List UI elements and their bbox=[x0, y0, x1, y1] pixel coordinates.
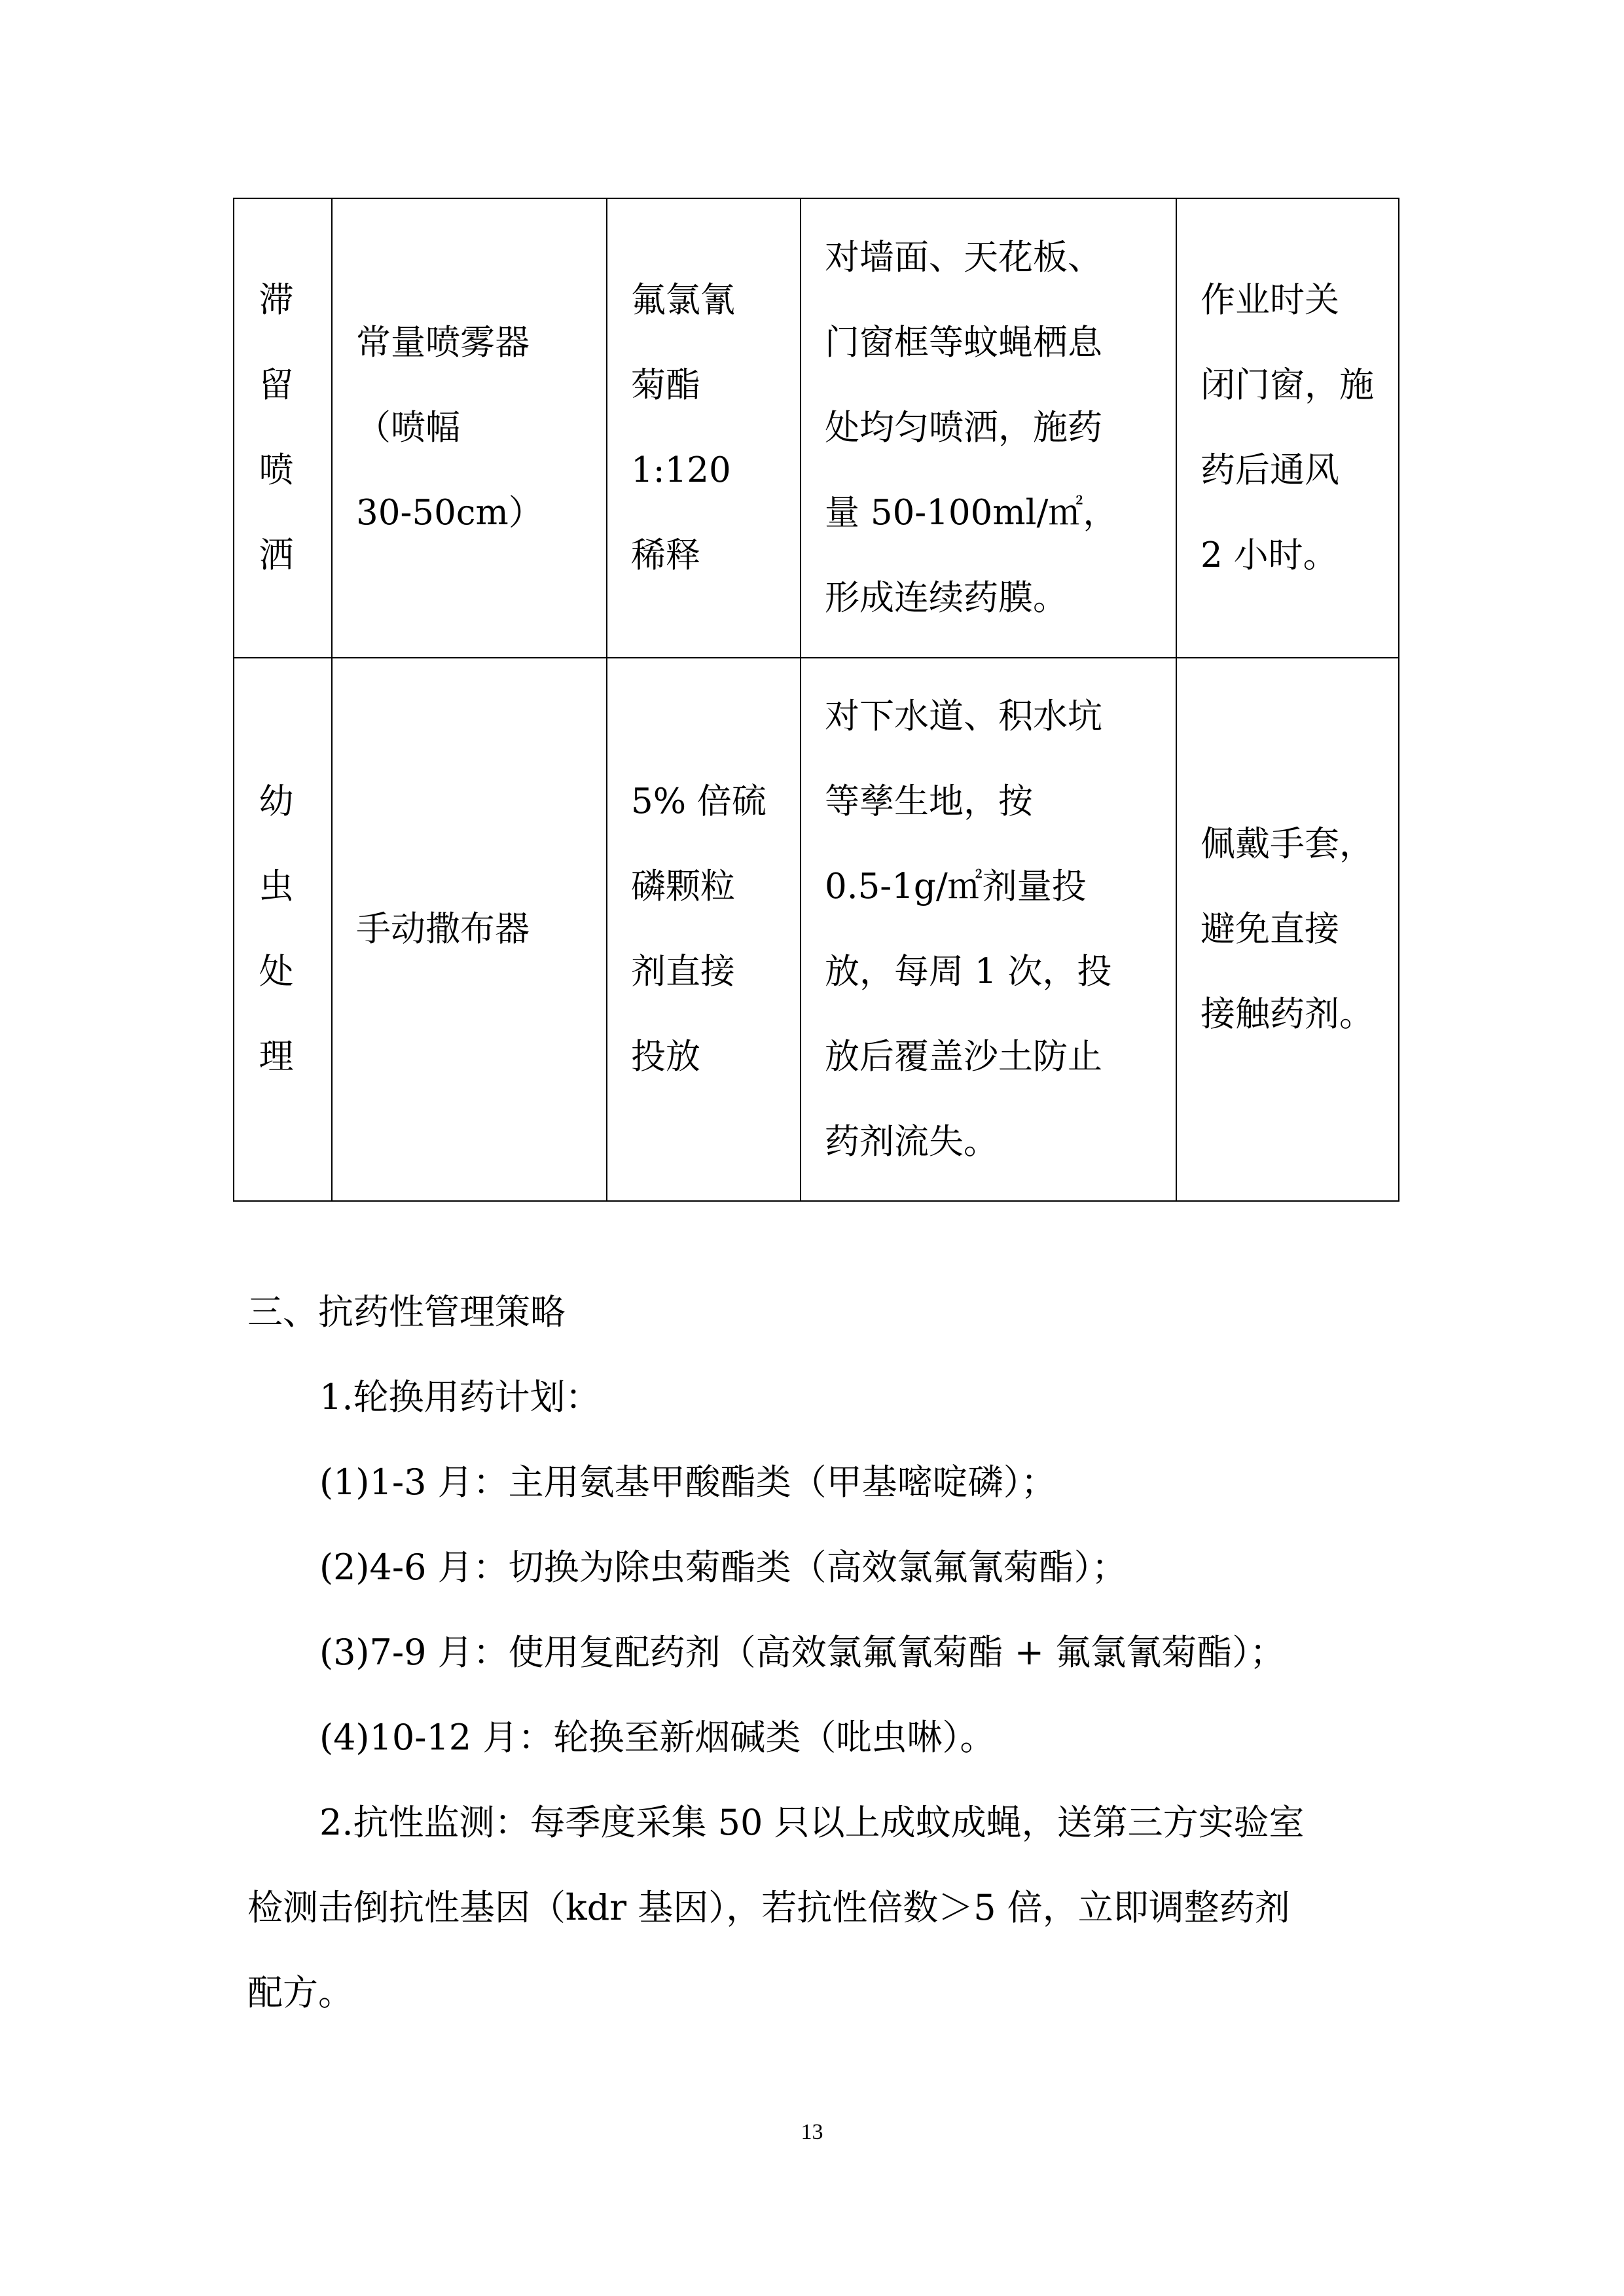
method-char: 处 bbox=[259, 952, 294, 992]
method-char: 虫 bbox=[259, 867, 294, 906]
operation-line: 0.5-1g/㎡剂量投 bbox=[825, 867, 1087, 906]
operation-line: 放后覆盖沙土防止 bbox=[825, 1037, 1102, 1077]
method-cell bbox=[234, 198, 332, 658]
method-cell bbox=[234, 658, 332, 1201]
agent-line: 稀释 bbox=[631, 535, 700, 575]
method-char: 理 bbox=[259, 1037, 294, 1077]
agent-line: 磷颗粒 bbox=[631, 867, 735, 906]
equipment-line: 30-50cm） bbox=[356, 493, 543, 533]
equipment-line: 手动撒布器 bbox=[356, 909, 530, 949]
notes-line: 作业时关 bbox=[1200, 280, 1339, 320]
operation-line: 药剂流失。 bbox=[825, 1122, 998, 1162]
notes-line: 避免直接 bbox=[1200, 909, 1339, 949]
rotation-item: (3)7-9 月：使用复配药剂（高效氯氟氰菊酯 + 氟氯氰菊酯）； bbox=[319, 1632, 1286, 1673]
rotation-heading: 1.轮换用药计划： bbox=[319, 1376, 601, 1418]
operation-line: 等孳生地，按 bbox=[825, 781, 1033, 821]
notes-cell bbox=[1176, 658, 1399, 1201]
table-row bbox=[234, 658, 1399, 1201]
operation-line: 对墙面、天花板、 bbox=[825, 238, 1102, 278]
rotation-item: (2)4-6 月：切换为除虫菊酯类（高效氯氟氰菊酯）； bbox=[319, 1547, 1127, 1588]
method-char: 幼 bbox=[259, 781, 294, 821]
pesticide-application-table bbox=[233, 198, 1399, 1202]
operation-line: 对下水道、积水坑 bbox=[825, 696, 1102, 736]
monitoring-line: 配方。 bbox=[247, 1972, 353, 2013]
agent-line: 剂直接 bbox=[631, 952, 735, 992]
agent-line: 菊酯 bbox=[631, 365, 700, 405]
method-char: 喷 bbox=[259, 450, 294, 490]
operation-line: 门窗框等蚊蝇栖息 bbox=[825, 323, 1102, 363]
equipment-line: 常量喷雾器 bbox=[356, 323, 530, 363]
equipment-line: （喷幅 bbox=[356, 408, 460, 448]
operation-cell bbox=[801, 658, 1176, 1201]
operation-line: 量 50-100ml/㎡， bbox=[825, 493, 1118, 533]
agent-line: 氟氯氰 bbox=[631, 280, 735, 320]
agent-cell bbox=[607, 198, 801, 658]
notes-line: 2 小时。 bbox=[1200, 535, 1338, 575]
notes-line: 接触药剂。 bbox=[1200, 994, 1374, 1034]
page-number: 13 bbox=[801, 2120, 823, 2144]
agent-line: 1:120 bbox=[631, 450, 731, 490]
table-row bbox=[234, 198, 1399, 658]
rotation-plan-block bbox=[247, 1355, 1399, 1780]
monitoring-line: 2.抗性监测：每季度采集 50 只以上成蚊成蝇，送第三方实验室 bbox=[319, 1802, 1305, 1843]
operation-line: 形成连续药膜。 bbox=[825, 578, 1068, 618]
rotation-item: (1)1-3 月：主用氨基甲酸酯类（甲基嘧啶磷）； bbox=[319, 1462, 1056, 1503]
operation-line: 处均匀喷洒，施药 bbox=[825, 408, 1102, 448]
notes-cell bbox=[1176, 198, 1399, 658]
rotation-item: (4)10-12 月：轮换至新烟碱类（吡虫啉）。 bbox=[319, 1717, 996, 1758]
monitoring-line: 检测击倒抗性基因（kdr 基因），若抗性倍数＞5 倍，立即调整药剂 bbox=[247, 1887, 1290, 1928]
equipment-cell bbox=[332, 198, 607, 658]
agent-cell bbox=[607, 658, 801, 1201]
agent-line: 5% 倍硫 bbox=[631, 781, 767, 821]
notes-line: 闭门窗，施 bbox=[1200, 365, 1374, 405]
notes-line: 佩戴手套， bbox=[1200, 824, 1374, 864]
notes-line: 药后通风 bbox=[1200, 450, 1339, 490]
method-char: 洒 bbox=[259, 535, 294, 575]
agent-line: 投放 bbox=[631, 1037, 700, 1077]
method-char: 留 bbox=[259, 365, 294, 405]
method-char: 滞 bbox=[259, 280, 294, 320]
section-heading: 三、抗药性管理策略 bbox=[247, 1291, 566, 1333]
resistance-monitoring-paragraph bbox=[247, 1780, 1399, 2036]
operation-cell bbox=[801, 198, 1176, 658]
operation-line: 放，每周 1 次，投 bbox=[825, 952, 1112, 992]
equipment-cell bbox=[332, 658, 607, 1201]
